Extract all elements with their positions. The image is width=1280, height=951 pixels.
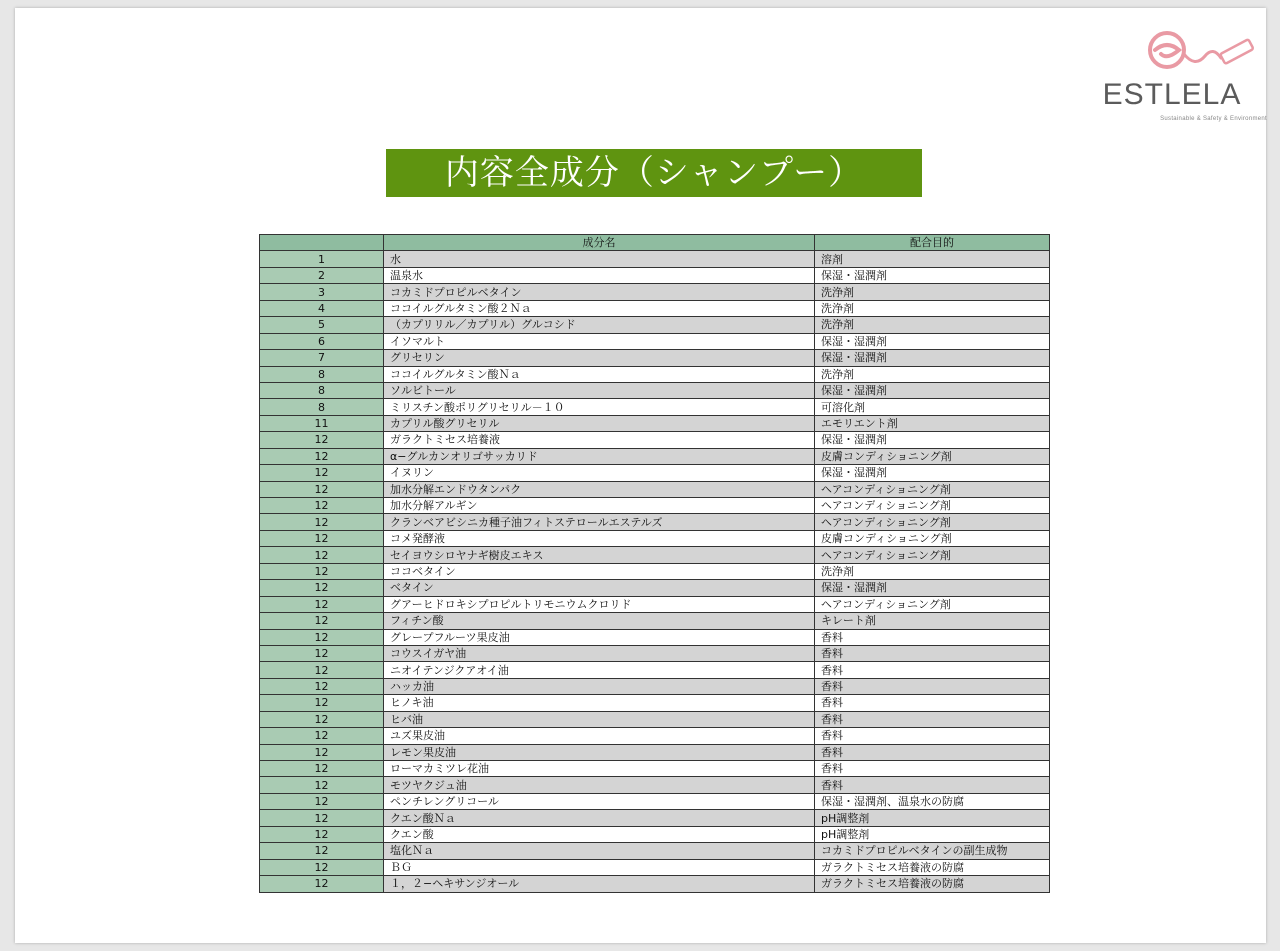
row-number: 12	[260, 826, 384, 842]
page-title: 内容全成分（シャンプー）	[386, 149, 922, 197]
row-number: 8	[260, 399, 384, 415]
ingredient-purpose: 溶剤	[815, 251, 1050, 267]
ingredient-name: 水	[384, 251, 815, 267]
ingredient-name: （カプリリル／カプリル）グルコシド	[384, 317, 815, 333]
ingredient-purpose: 香料	[815, 711, 1050, 727]
row-number: 12	[260, 613, 384, 629]
table-row	[260, 580, 1050, 596]
row-number: 12	[260, 563, 384, 579]
row-number: 12	[260, 514, 384, 530]
ingredient-purpose: 香料	[815, 728, 1050, 744]
ingredients-table	[259, 234, 1050, 893]
table-row	[260, 465, 1050, 481]
ingredient-name: クエン酸	[384, 826, 815, 842]
row-number: 4	[260, 300, 384, 316]
row-number: 12	[260, 695, 384, 711]
ingredient-name: 塩化Ｎａ	[384, 843, 815, 859]
ingredient-name: ベタイン	[384, 580, 815, 596]
row-number: 8	[260, 382, 384, 398]
ingredient-purpose: pH調整剤	[815, 810, 1050, 826]
table-header-row	[260, 235, 1050, 251]
ingredient-purpose: エモリエント剤	[815, 415, 1050, 431]
ingredient-name: ペンチレングリコール	[384, 793, 815, 809]
row-number: 12	[260, 530, 384, 546]
row-number: 12	[260, 843, 384, 859]
ingredient-name: ニオイテンジクアオイ油	[384, 662, 815, 678]
ingredient-purpose: ヘアコンディショニング剤	[815, 547, 1050, 563]
ingredient-purpose: 皮膚コンディショニング剤	[815, 448, 1050, 464]
ingredient-purpose: キレート剤	[815, 613, 1050, 629]
ingredient-purpose: ヘアコンディショニング剤	[815, 596, 1050, 612]
table-row	[260, 761, 1050, 777]
ingredient-name: １，２−ヘキサンジオール	[384, 876, 815, 892]
row-number: 12	[260, 432, 384, 448]
ingredient-purpose: 香料	[815, 645, 1050, 661]
brand-wordmark: ESTLELA	[1102, 78, 1242, 111]
ingredient-name: 加水分解アルギン	[384, 498, 815, 514]
ingredient-purpose: 香料	[815, 777, 1050, 793]
row-number: 12	[260, 728, 384, 744]
table-row	[260, 448, 1050, 464]
ingredient-name: ココベタイン	[384, 563, 815, 579]
table-row	[260, 810, 1050, 826]
ingredient-purpose: ヘアコンディショニング剤	[815, 498, 1050, 514]
ingredient-purpose: 保湿・湿潤剤、温泉水の防腐	[815, 793, 1050, 809]
table-row	[260, 645, 1050, 661]
table-row	[260, 317, 1050, 333]
brand-logo	[1077, 28, 1267, 128]
ingredient-name: イソマルト	[384, 333, 815, 349]
row-number: 12	[260, 678, 384, 694]
row-number: 12	[260, 481, 384, 497]
ingredient-name: ヒノキ油	[384, 695, 815, 711]
table-row	[260, 514, 1050, 530]
ingredient-name: 温泉水	[384, 267, 815, 283]
ingredient-purpose: 香料	[815, 744, 1050, 760]
ingredient-name: クランベアビシニカ種子油フィトステロールエステルズ	[384, 514, 815, 530]
ingredient-name: モツヤクジュ油	[384, 777, 815, 793]
table-row	[260, 563, 1050, 579]
header-number	[260, 235, 384, 251]
row-number: 12	[260, 498, 384, 514]
ingredient-name: レモン果皮油	[384, 744, 815, 760]
ingredient-name: クエン酸Ｎａ	[384, 810, 815, 826]
table-row	[260, 399, 1050, 415]
row-number: 6	[260, 333, 384, 349]
ingredient-purpose: 保湿・湿潤剤	[815, 350, 1050, 366]
ingredient-purpose: 香料	[815, 662, 1050, 678]
ingredient-purpose: ヘアコンディショニング剤	[815, 514, 1050, 530]
row-number: 7	[260, 350, 384, 366]
ingredient-purpose: 洗浄剤	[815, 300, 1050, 316]
table-row	[260, 251, 1050, 267]
table-row	[260, 333, 1050, 349]
ingredient-name: ハッカ油	[384, 678, 815, 694]
table-row	[260, 596, 1050, 612]
table-row	[260, 267, 1050, 283]
ingredient-name: ローマカミツレ花油	[384, 761, 815, 777]
row-number: 12	[260, 761, 384, 777]
table-row	[260, 382, 1050, 398]
ingredient-name: フィチン酸	[384, 613, 815, 629]
ingredient-name: α−グルカンオリゴサッカリド	[384, 448, 815, 464]
ingredient-purpose: ガラクトミセス培養液の防腐	[815, 859, 1050, 875]
ingredients-table-body	[260, 251, 1050, 892]
ingredient-name: コメ発酵液	[384, 530, 815, 546]
ingredient-name: ミリスチン酸ポリグリセリル－１０	[384, 399, 815, 415]
table-row	[260, 530, 1050, 546]
row-number: 2	[260, 267, 384, 283]
header-purpose: 配合目的	[815, 235, 1050, 251]
row-number: 12	[260, 629, 384, 645]
row-number: 12	[260, 876, 384, 892]
ingredient-purpose: 洗浄剤	[815, 284, 1050, 300]
ingredient-purpose: 香料	[815, 629, 1050, 645]
document-page	[15, 8, 1266, 943]
ingredient-purpose: 可溶化剤	[815, 399, 1050, 415]
table-row	[260, 744, 1050, 760]
table-row	[260, 415, 1050, 431]
ingredient-name: ユズ果皮油	[384, 728, 815, 744]
row-number: 12	[260, 711, 384, 727]
ingredient-purpose: 保湿・湿潤剤	[815, 432, 1050, 448]
ingredient-name: カプリル酸グリセリル	[384, 415, 815, 431]
ingredient-name: ヒバ油	[384, 711, 815, 727]
table-row	[260, 678, 1050, 694]
swirl-logo-icon	[1137, 28, 1267, 78]
table-row	[260, 876, 1050, 892]
row-number: 12	[260, 793, 384, 809]
table-row	[260, 284, 1050, 300]
row-number: 12	[260, 547, 384, 563]
ingredient-name: コカミドプロピルベタイン	[384, 284, 815, 300]
row-number: 1	[260, 251, 384, 267]
table-row	[260, 793, 1050, 809]
ingredient-name: ガラクトミセス培養液	[384, 432, 815, 448]
table-row	[260, 728, 1050, 744]
ingredient-name: グアーヒドロキシプロピルトリモニウムクロリド	[384, 596, 815, 612]
ingredient-purpose: ガラクトミセス培養液の防腐	[815, 876, 1050, 892]
table-row	[260, 629, 1050, 645]
table-row	[260, 366, 1050, 382]
ingredient-purpose: 保湿・湿潤剤	[815, 465, 1050, 481]
row-number: 12	[260, 859, 384, 875]
table-row	[260, 613, 1050, 629]
row-number: 12	[260, 810, 384, 826]
row-number: 12	[260, 596, 384, 612]
table-row	[260, 777, 1050, 793]
ingredient-purpose: 皮膚コンディショニング剤	[815, 530, 1050, 546]
ingredient-name: コウスイガヤ油	[384, 645, 815, 661]
header-ingredient-name: 成分名	[384, 235, 815, 251]
ingredient-purpose: 保湿・湿潤剤	[815, 267, 1050, 283]
ingredient-purpose: 保湿・湿潤剤	[815, 333, 1050, 349]
row-number: 12	[260, 465, 384, 481]
row-number: 12	[260, 448, 384, 464]
table-row	[260, 300, 1050, 316]
row-number: 5	[260, 317, 384, 333]
table-row	[260, 547, 1050, 563]
table-row	[260, 481, 1050, 497]
table-row	[260, 859, 1050, 875]
ingredient-purpose: 香料	[815, 695, 1050, 711]
ingredient-purpose: 保湿・湿潤剤	[815, 580, 1050, 596]
ingredient-name: グレープフルーツ果皮油	[384, 629, 815, 645]
ingredient-purpose: ヘアコンディショニング剤	[815, 481, 1050, 497]
table-row	[260, 432, 1050, 448]
row-number: 12	[260, 580, 384, 596]
ingredient-purpose: pH調整剤	[815, 826, 1050, 842]
row-number: 8	[260, 366, 384, 382]
ingredient-name: セイヨウシロヤナギ樹皮エキス	[384, 547, 815, 563]
row-number: 12	[260, 744, 384, 760]
ingredient-name: ココイルグルタミン酸２Ｎａ	[384, 300, 815, 316]
row-number: 12	[260, 645, 384, 661]
ingredient-name: ソルビトール	[384, 382, 815, 398]
row-number: 12	[260, 662, 384, 678]
table-row	[260, 711, 1050, 727]
row-number: 3	[260, 284, 384, 300]
table-row	[260, 350, 1050, 366]
ingredient-purpose: 洗浄剤	[815, 317, 1050, 333]
ingredient-purpose: 香料	[815, 678, 1050, 694]
row-number: 11	[260, 415, 384, 431]
ingredient-name: イヌリン	[384, 465, 815, 481]
ingredient-purpose: 洗浄剤	[815, 563, 1050, 579]
table-row	[260, 843, 1050, 859]
ingredient-purpose: 香料	[815, 761, 1050, 777]
ingredient-name: 加水分解エンドウタンパク	[384, 481, 815, 497]
table-row	[260, 826, 1050, 842]
brand-tagline: Sustainable & Safety & Environment	[1160, 116, 1267, 122]
table-row	[260, 498, 1050, 514]
ingredient-purpose: 保湿・湿潤剤	[815, 382, 1050, 398]
ingredient-name: ココイルグルタミン酸Ｎａ	[384, 366, 815, 382]
ingredient-name: ＢＧ	[384, 859, 815, 875]
ingredient-name: グリセリン	[384, 350, 815, 366]
row-number: 12	[260, 777, 384, 793]
ingredient-purpose: 洗浄剤	[815, 366, 1050, 382]
ingredient-purpose: コカミドプロピルベタインの副生成物	[815, 843, 1050, 859]
table-row	[260, 695, 1050, 711]
table-row	[260, 662, 1050, 678]
